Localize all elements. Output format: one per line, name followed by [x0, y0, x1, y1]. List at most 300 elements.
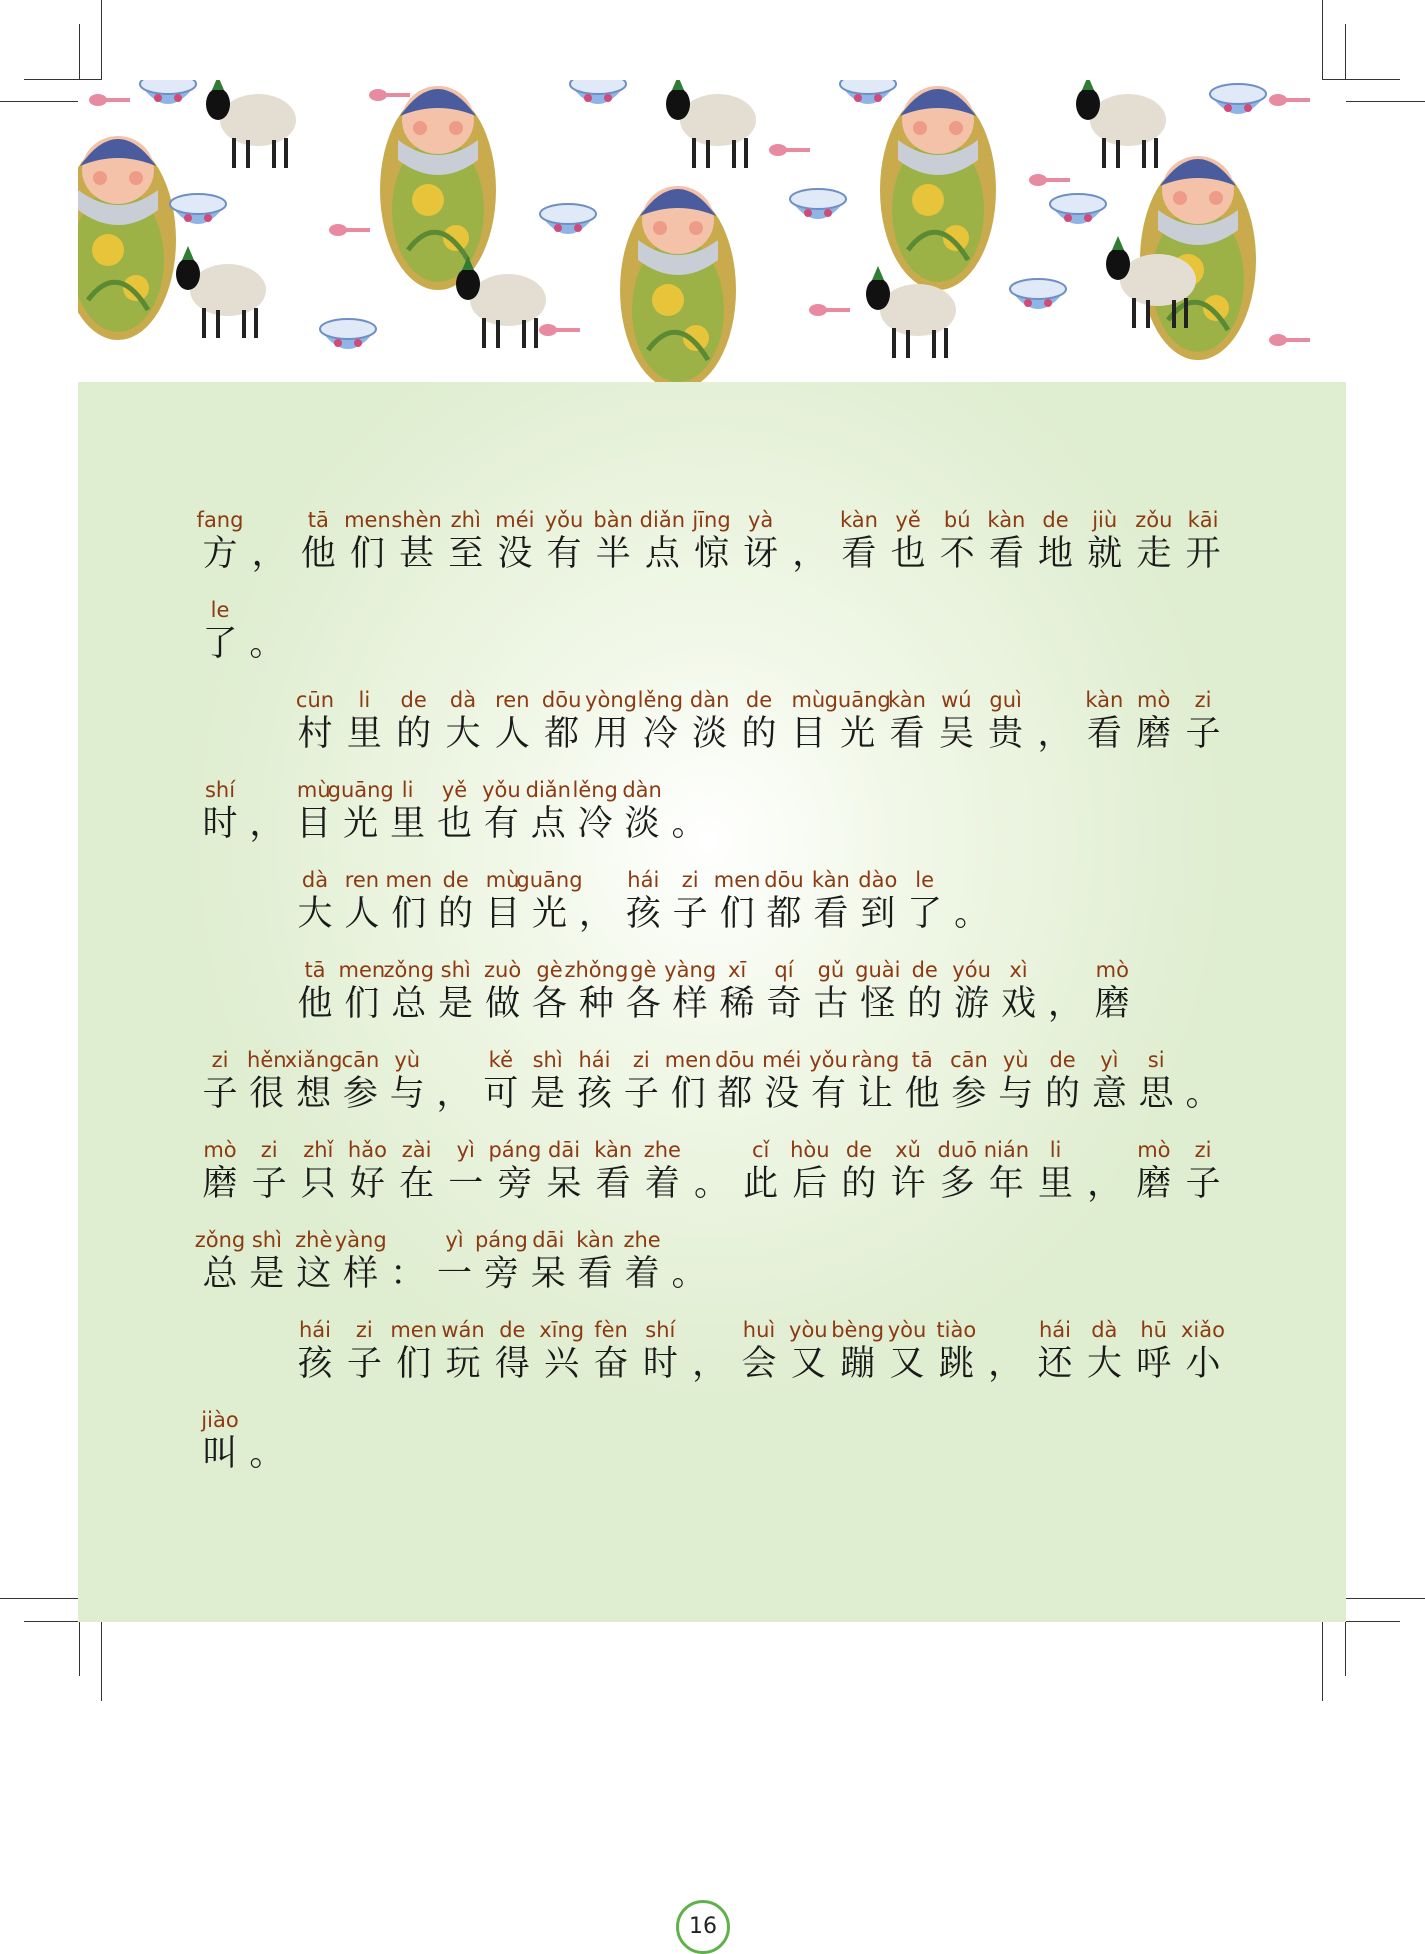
pinyin: shì: [251, 1228, 282, 1252]
hanzi: 淡: [624, 804, 660, 844]
pinyin: ràng: [851, 1048, 900, 1072]
hanzi: 走: [1136, 534, 1172, 574]
hanzi: 孩: [297, 1344, 333, 1384]
hanzi: 冷: [642, 714, 678, 754]
hanzi: 目: [790, 714, 826, 754]
pinyin: yóu: [952, 958, 991, 982]
pinyin: xiǎo: [1181, 1318, 1225, 1342]
hanzi: 半: [595, 534, 631, 574]
pinyin: yòu: [789, 1318, 828, 1342]
pinyin: gè: [536, 958, 563, 982]
hanzi: 又: [790, 1344, 826, 1384]
hanzi: 还: [1037, 1344, 1073, 1384]
hanzi: ，: [578, 894, 614, 934]
hanzi: 们: [396, 1344, 432, 1384]
hanzi: 此: [743, 1164, 779, 1204]
pinyin: cān: [950, 1048, 988, 1072]
hanzi: 。: [671, 804, 707, 844]
hanzi: 与: [998, 1074, 1034, 1114]
crop-mark: [1322, 1621, 1323, 1701]
pinyin: dàn: [689, 688, 730, 712]
pinyin: li: [401, 778, 414, 802]
hanzi: 参: [342, 1074, 378, 1114]
pinyin: men: [385, 868, 433, 892]
hanzi: 。: [693, 1164, 730, 1204]
hanzi: ，: [988, 1344, 1024, 1384]
pinyin: mò: [1137, 1138, 1171, 1162]
pinyin: guì: [989, 688, 1022, 712]
pinyin: diǎn: [639, 508, 686, 532]
crop-mark: [101, 0, 102, 80]
hanzi: 冷: [577, 804, 613, 844]
hanzi: ，: [436, 1074, 472, 1114]
hanzi: ，: [1037, 714, 1073, 754]
hanzi: 小: [1185, 1344, 1221, 1384]
hanzi: 们: [719, 894, 755, 934]
hanzi: 人: [344, 894, 380, 934]
pinyin: yì: [1100, 1048, 1119, 1072]
hanzi: 村: [297, 714, 333, 754]
pinyin: zhe: [643, 1138, 681, 1162]
pinyin: guāng: [516, 868, 583, 892]
pinyin: ren: [344, 868, 380, 892]
hanzi: 用: [593, 714, 629, 754]
hanzi: 与: [389, 1074, 425, 1114]
hanzi: 孩: [576, 1074, 612, 1114]
text-line: [78, 598, 1346, 678]
hanzi: 后: [792, 1164, 828, 1204]
pinyin: de: [1049, 1048, 1076, 1072]
hanzi: 是: [438, 984, 474, 1024]
hanzi: 想: [296, 1074, 332, 1114]
pinyin: dōu: [541, 688, 582, 712]
crop-mark: [101, 1621, 102, 1701]
story-text-area: [78, 382, 1346, 1939]
pinyin: mò: [1095, 958, 1129, 982]
pattern-illustration: [78, 80, 1346, 382]
hanzi: 看: [841, 534, 877, 574]
hanzi: 惊: [693, 534, 730, 574]
pinyin: le: [915, 868, 935, 892]
pinyin: xiǎng: [284, 1048, 343, 1072]
pinyin: hòu: [790, 1138, 830, 1162]
pinyin: zi: [355, 1318, 373, 1342]
hanzi: 。: [249, 1434, 285, 1474]
pinyin: zi: [260, 1138, 278, 1162]
pinyin: kàn: [888, 688, 926, 712]
hanzi: 时: [642, 1344, 678, 1384]
hanzi: 叫: [202, 1434, 238, 1474]
pinyin: gè: [630, 958, 657, 982]
pinyin: méi: [762, 1048, 802, 1072]
hanzi: 都: [717, 1074, 753, 1114]
pinyin: lěng: [637, 688, 684, 712]
hanzi: 思: [1138, 1074, 1174, 1114]
hanzi: 的: [396, 714, 432, 754]
pinyin: zi: [1194, 688, 1212, 712]
hanzi: 样: [343, 1254, 379, 1294]
pinyin: kàn: [576, 1228, 615, 1252]
text-line: [78, 508, 1346, 588]
hanzi: 多: [939, 1164, 975, 1204]
hanzi: 古: [813, 984, 849, 1024]
hanzi: 在: [399, 1164, 435, 1204]
hanzi: 好: [349, 1164, 385, 1204]
hanzi: 子: [202, 1074, 238, 1114]
pinyin: qí: [774, 958, 794, 982]
pinyin: yù: [1002, 1048, 1029, 1072]
hanzi: 他: [300, 534, 336, 574]
hanzi: 方: [202, 534, 238, 574]
hanzi: ，: [251, 534, 287, 574]
pinyin: zhì: [450, 508, 481, 532]
hanzi: 旁: [483, 1254, 519, 1294]
pinyin: huì: [742, 1318, 776, 1342]
hanzi: 们: [349, 534, 385, 574]
hanzi: 甚: [399, 534, 435, 574]
pinyin: mò: [1137, 688, 1171, 712]
hanzi: 里: [390, 804, 426, 844]
hanzi: 可: [483, 1074, 519, 1114]
pinyin: de: [745, 688, 773, 712]
hanzi: 到: [860, 894, 896, 934]
hanzi: 稀: [719, 984, 755, 1024]
text-line: [78, 1318, 1346, 1398]
hanzi: 。: [1185, 1074, 1221, 1114]
pinyin: shí: [204, 778, 236, 802]
pinyin: méi: [495, 508, 535, 532]
hanzi: 目: [296, 804, 332, 844]
hanzi: 光: [343, 804, 379, 844]
hanzi: 开: [1185, 534, 1221, 574]
pinyin: zhè: [295, 1228, 333, 1252]
hanzi: 了: [907, 894, 943, 934]
hanzi: 让: [857, 1074, 893, 1114]
hanzi: 年: [988, 1164, 1024, 1204]
hanzi: 目: [485, 894, 521, 934]
pinyin: dào: [858, 868, 898, 892]
hanzi: 磨: [1136, 1164, 1172, 1204]
pinyin: zi: [1194, 1138, 1212, 1162]
book-page: [78, 80, 1346, 1939]
hanzi: ，: [692, 1344, 728, 1384]
pinyin: mù: [296, 778, 331, 802]
text-line: [78, 868, 1346, 948]
hanzi: 讶: [743, 534, 779, 574]
pinyin: xīng: [539, 1318, 585, 1342]
hanzi: 。: [249, 624, 285, 664]
pinyin: bú: [943, 508, 971, 532]
hanzi: ：: [390, 1254, 426, 1294]
pinyin: dà: [301, 868, 329, 892]
hanzi: 样: [672, 984, 708, 1024]
hanzi: 子: [1185, 1164, 1221, 1204]
hanzi: 着: [624, 1254, 660, 1294]
crop-mark: [1345, 101, 1425, 102]
pinyin: de: [442, 868, 469, 892]
pinyin: zǒng: [194, 1228, 246, 1252]
hanzi: 参: [951, 1074, 987, 1114]
pinyin: zhǒng: [564, 958, 629, 982]
hanzi: 大: [1086, 1344, 1122, 1384]
hanzi: 蹦: [840, 1344, 876, 1384]
pinyin: shèn: [391, 508, 442, 532]
pinyin: zi: [211, 1048, 229, 1072]
pinyin: yì: [445, 1228, 464, 1252]
pinyin: hū: [1140, 1318, 1167, 1342]
hanzi: 贵: [988, 714, 1024, 754]
pinyin: shì: [532, 1048, 563, 1072]
pinyin: zhǐ: [303, 1138, 334, 1162]
pinyin: dāi: [548, 1138, 581, 1162]
pinyin: fèn: [594, 1318, 628, 1342]
pinyin: yàng: [664, 958, 717, 982]
hanzi: 种: [578, 984, 614, 1024]
crop-mark: [0, 101, 80, 102]
pinyin: li: [358, 688, 371, 712]
pinyin: hái: [578, 1048, 611, 1072]
pinyin: dà: [1091, 1318, 1118, 1342]
text-line: [78, 1408, 1346, 1488]
pinyin: zhe: [623, 1228, 661, 1252]
hanzi: 大: [445, 714, 481, 754]
hanzi: 。: [671, 1254, 707, 1294]
pinyin: mù: [791, 688, 826, 712]
pinyin: hǎo: [347, 1138, 387, 1162]
hanzi: 地: [1038, 534, 1074, 574]
pinyin: men: [338, 958, 386, 982]
hanzi: 戏: [1000, 984, 1037, 1024]
pinyin: hái: [627, 868, 660, 892]
pinyin: zuò: [484, 958, 522, 982]
pinyin: cǐ: [751, 1138, 770, 1162]
hanzi: 很: [249, 1074, 285, 1114]
pinyin: zi: [632, 1048, 650, 1072]
hanzi: 一: [448, 1164, 484, 1204]
page-number: 16: [676, 1900, 730, 1954]
pinyin: hěn: [247, 1048, 287, 1072]
hanzi: 光: [840, 714, 876, 754]
pinyin: wú: [941, 688, 972, 712]
pinyin: shì: [440, 958, 471, 982]
pinyin: dāi: [532, 1228, 565, 1252]
hanzi: 不: [939, 534, 975, 574]
pinyin: kàn: [594, 1138, 633, 1162]
hanzi: 的: [741, 714, 777, 754]
hanzi: 点: [644, 534, 680, 574]
pinyin: ren: [495, 688, 530, 712]
pinyin: yǒu: [809, 1048, 848, 1072]
hanzi: 各: [625, 984, 661, 1024]
pinyin: dàn: [622, 778, 662, 802]
hanzi: 意: [1091, 1074, 1127, 1114]
hanzi: 淡: [692, 714, 728, 754]
pinyin: de: [911, 958, 938, 982]
hanzi: 子: [1185, 714, 1221, 754]
pinyin: páng: [488, 1138, 542, 1162]
hanzi: 总: [391, 984, 427, 1024]
hanzi: 呆: [546, 1164, 582, 1204]
pinyin: yàng: [334, 1228, 387, 1252]
hanzi: 点: [530, 804, 566, 844]
pinyin: cān: [341, 1048, 380, 1072]
text-line: [78, 1228, 1346, 1308]
hanzi: 看: [1086, 714, 1122, 754]
hanzi: 们: [344, 984, 380, 1024]
hanzi: 有: [811, 1074, 847, 1114]
hanzi: 大: [297, 894, 333, 934]
pinyin: guài: [855, 958, 901, 982]
pinyin: kàn: [987, 508, 1026, 532]
hanzi: 也: [890, 534, 926, 574]
pinyin: de: [400, 688, 427, 712]
hanzi: 子: [623, 1074, 659, 1114]
hanzi: 都: [766, 894, 802, 934]
hanzi: 又: [889, 1344, 925, 1384]
hanzi: 奋: [593, 1344, 629, 1384]
hanzi: 的: [907, 984, 943, 1024]
pinyin: kàn: [839, 508, 878, 532]
pinyin: diǎn: [525, 778, 571, 802]
hanzi: 怪: [860, 984, 896, 1024]
hanzi: 没: [764, 1074, 800, 1114]
pinyin: mù: [485, 868, 520, 892]
pinyin: guāng: [327, 778, 394, 802]
hanzi: 兴: [544, 1344, 580, 1384]
hanzi: 没: [497, 534, 533, 574]
pinyin: jīng: [692, 508, 731, 532]
hanzi: 看: [813, 894, 849, 934]
hanzi: 游: [954, 984, 990, 1024]
hanzi: 吴: [938, 714, 974, 754]
hanzi: 的: [438, 894, 474, 934]
pinyin: yě: [441, 778, 468, 802]
pinyin: men: [713, 868, 761, 892]
hanzi: 至: [448, 534, 484, 574]
hanzi: 呼: [1136, 1344, 1172, 1384]
pinyin: xī: [727, 958, 747, 982]
pinyin: si: [1147, 1048, 1165, 1072]
hanzi: 里: [346, 714, 382, 754]
pinyin: hái: [1038, 1318, 1072, 1342]
pinyin: tiào: [936, 1318, 977, 1342]
pinyin: jiù: [1092, 508, 1118, 532]
hanzi: 都: [544, 714, 580, 754]
pinyin: guāng: [824, 688, 891, 712]
pinyin: gǔ: [817, 958, 845, 982]
hanzi: 是: [249, 1254, 285, 1294]
pinyin: páng: [474, 1228, 528, 1252]
crop-mark: [1345, 1598, 1425, 1599]
pinyin: cūn: [295, 688, 335, 712]
text-line: [78, 1138, 1346, 1218]
hanzi: 着: [644, 1164, 680, 1204]
hanzi: 。: [954, 894, 990, 934]
hanzi: 也: [436, 804, 473, 844]
pinyin: men: [344, 508, 391, 532]
hanzi: 各: [531, 984, 568, 1024]
hanzi: 时: [202, 804, 238, 844]
hanzi: ，: [792, 534, 828, 574]
pinyin: yù: [394, 1048, 421, 1072]
pinyin: kě: [488, 1048, 514, 1072]
pinyin: zài: [401, 1138, 432, 1162]
pinyin: tā: [304, 958, 326, 982]
hanzi: 磨: [1136, 714, 1172, 754]
pinyin: bàn: [593, 508, 633, 532]
hanzi: 看: [595, 1164, 631, 1204]
hanzi: 呆: [530, 1254, 566, 1294]
pinyin: yě: [895, 508, 921, 532]
hanzi: 一: [436, 1254, 473, 1294]
hanzi: 有: [546, 534, 582, 574]
pinyin: dōu: [715, 1048, 755, 1072]
hanzi: 里: [1038, 1164, 1074, 1204]
pinyin: dōu: [764, 868, 804, 892]
pinyin: de: [1042, 508, 1069, 532]
hanzi: 磨: [1094, 984, 1130, 1024]
pinyin: tā: [911, 1048, 933, 1072]
hanzi: 许: [890, 1164, 926, 1204]
hanzi: 们: [670, 1074, 706, 1114]
hanzi: 看: [577, 1254, 613, 1294]
hanzi: 旁: [497, 1164, 533, 1204]
pinyin: men: [390, 1318, 437, 1342]
text-line: [78, 958, 1346, 1038]
hanzi: 玩: [445, 1344, 481, 1384]
hanzi: 子: [251, 1164, 287, 1204]
hanzi: 看: [988, 534, 1024, 574]
hanzi: 他: [904, 1074, 940, 1114]
pinyin: duō: [937, 1138, 977, 1162]
illustration-banner: [78, 80, 1346, 382]
hanzi: 们: [391, 894, 427, 934]
hanzi: 总: [202, 1254, 238, 1294]
hanzi: 这: [296, 1254, 332, 1294]
crop-mark: [1322, 0, 1323, 80]
pinyin: yòng: [585, 688, 637, 712]
text-line: [78, 1048, 1346, 1128]
hanzi: 孩: [625, 894, 661, 934]
pinyin: hái: [298, 1318, 332, 1342]
pinyin: nián: [983, 1138, 1030, 1162]
hanzi: ，: [249, 804, 285, 844]
pinyin: mò: [203, 1138, 237, 1162]
text-line: [78, 778, 1346, 858]
pinyin: bèng: [831, 1318, 885, 1342]
pinyin: xì: [1009, 958, 1028, 982]
pinyin: men: [664, 1048, 712, 1072]
pinyin: xǔ: [895, 1138, 921, 1162]
hanzi: 有: [483, 804, 519, 844]
hanzi: 光: [531, 894, 568, 934]
pinyin: zǒng: [383, 958, 435, 982]
pinyin: fang: [196, 508, 244, 532]
pinyin: kàn: [811, 868, 850, 892]
hanzi: 是: [530, 1074, 566, 1114]
pinyin: li: [1049, 1138, 1062, 1162]
hanzi: 子: [346, 1344, 382, 1384]
hanzi: 只: [300, 1164, 336, 1204]
pinyin: tā: [307, 508, 329, 532]
hanzi: ，: [1087, 1164, 1123, 1204]
pinyin: yǒu: [482, 778, 521, 802]
pinyin: jiào: [201, 1408, 239, 1432]
hanzi: 做: [485, 984, 521, 1024]
crop-mark: [0, 1598, 80, 1599]
hanzi: 就: [1087, 534, 1123, 574]
pinyin: zi: [681, 868, 699, 892]
